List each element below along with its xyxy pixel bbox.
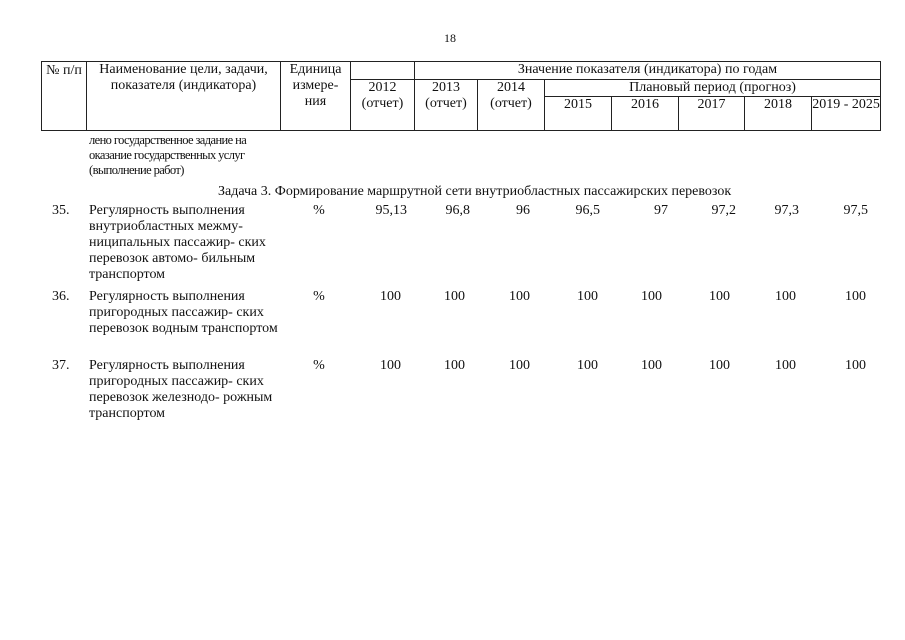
row-value-2012: 100	[380, 358, 401, 373]
row-value-2018: 100	[775, 289, 796, 304]
header-year-2017: 2017	[679, 97, 745, 131]
header-year-2015: 2015	[545, 97, 612, 131]
row-value-2016: 97	[654, 203, 668, 218]
row-value-2013: 96,8	[445, 203, 470, 218]
header-year-2014: 2014 (отчет)	[478, 80, 545, 131]
header-values: Значение показателя (индикатора) по годам	[415, 62, 881, 80]
row-number: 37.	[52, 358, 70, 373]
row-value-2018: 100	[775, 358, 796, 373]
header-year-2019-2025: 2019 - 2025	[812, 97, 881, 131]
row-value-2016: 100	[641, 358, 662, 373]
row-indicator-name: Регулярность выполнения пригородных пассажир- ских перевозок железнодо- рожным транспортом	[89, 358, 273, 421]
header-year-2012: 2012 (отчет)	[351, 80, 415, 131]
row-value-2017: 100	[709, 358, 730, 373]
row-unit: %	[313, 358, 325, 373]
indicator-table-header	[41, 61, 881, 131]
row-value-2013: 100	[444, 358, 465, 373]
row-value-2014: 100	[509, 358, 530, 373]
row-value-2017: 100	[709, 289, 730, 304]
row-value-2015: 100	[577, 289, 598, 304]
row-value-2016: 100	[641, 289, 662, 304]
row-value-2014: 100	[509, 289, 530, 304]
header-num: № п/п	[42, 62, 87, 131]
row-value-2017: 97,2	[711, 203, 736, 218]
row-number: 35.	[52, 203, 70, 218]
row-value-2014: 96	[516, 203, 530, 218]
row-value-2019-2025: 100	[845, 289, 866, 304]
row-value-2015: 96,5	[575, 203, 600, 218]
header-year-2018: 2018	[745, 97, 812, 131]
task-title: Задача 3. Формирование маршрутной сети внутриобластных пассажирских перевозок	[218, 184, 732, 199]
row-value-2015: 100	[577, 358, 598, 373]
header-unit: Единица измере- ния	[281, 62, 351, 131]
row-value-2012: 100	[380, 289, 401, 304]
page-number: 18	[444, 31, 456, 45]
header-name: Наименование цели, задачи, показателя (индикатора)	[87, 62, 281, 131]
row-value-2019-2025: 100	[845, 358, 866, 373]
row-value-2012: 95,13	[375, 203, 407, 218]
row-indicator-name: Регулярность выполнения пригородных пассажир- ских перевозок водным транспортом	[89, 289, 278, 336]
row-value-2019-2025: 97,5	[843, 203, 868, 218]
row-indicator-name: Регулярность выполнения внутриобластных межму- ниципальных пассажир- ских перевозок автомо- бильным транспортом	[89, 203, 266, 282]
continuation-text: лено государственное задание на оказание государственных услуг (выполнение работ)	[89, 133, 247, 177]
row-value-2013: 100	[444, 289, 465, 304]
row-unit: %	[313, 203, 325, 218]
row-unit: %	[313, 289, 325, 304]
header-year-2016: 2016	[612, 97, 679, 131]
row-value-2018: 97,3	[774, 203, 799, 218]
row-number: 36.	[52, 289, 70, 304]
header-plan-period: Плановый период (прогноз)	[545, 80, 881, 97]
header-year-2013: 2013 (отчет)	[415, 80, 478, 131]
